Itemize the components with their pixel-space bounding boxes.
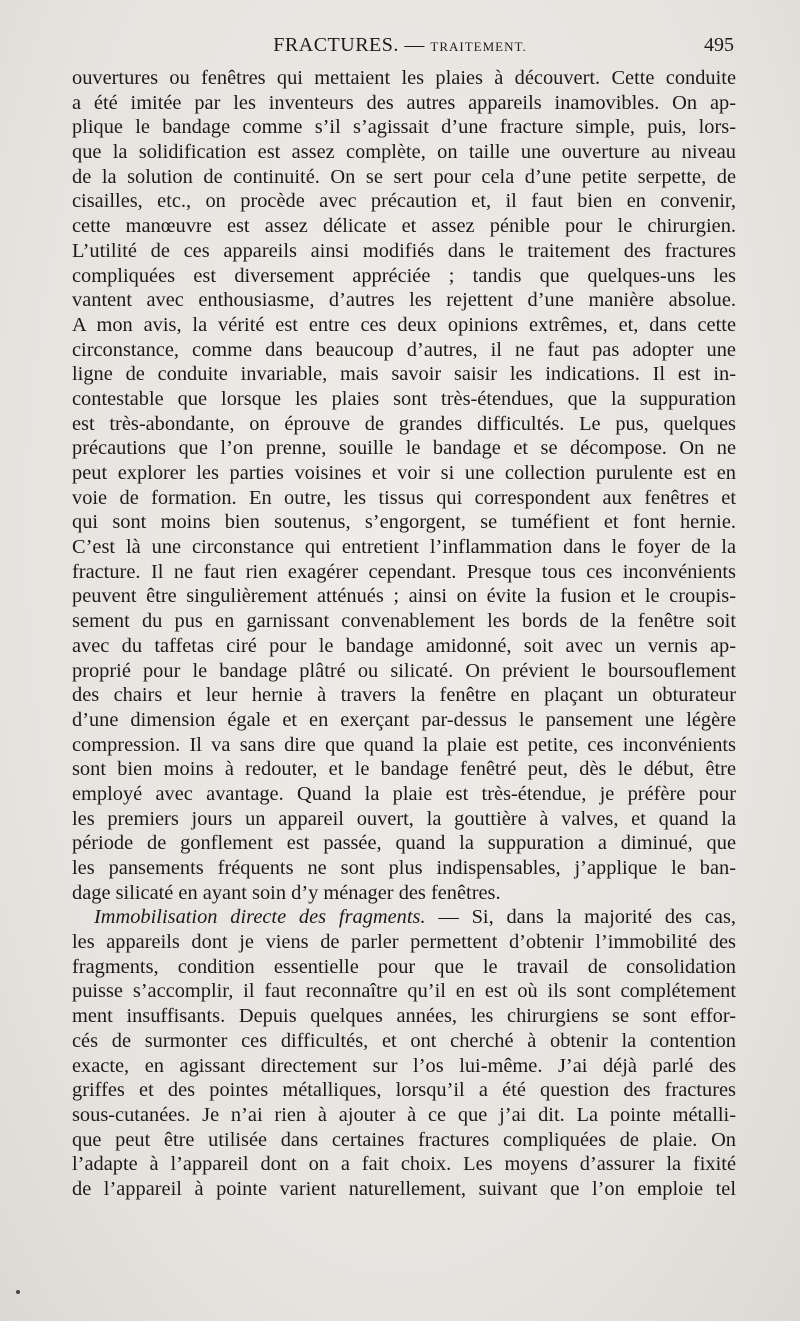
title-dash: — <box>404 34 425 56</box>
text-line: C’est là une circonstance qui entretient l’inflammation dans le foyer de la <box>72 536 736 559</box>
text-line: ment insuffisants. Depuis quelques années, les chirurgiens se sont effor- <box>72 1005 736 1028</box>
paragraph-end-line: dage silicaté en ayant soin d’y ménager des fenêtres. <box>72 881 501 904</box>
text-line: cette manœuvre est assez délicate et assez pénible pour le chirurgien. <box>72 215 736 238</box>
text-line: cisailles, etc., on procède avec précaution et, il faut bien en convenir, <box>72 190 736 213</box>
text-line: griffes et des pointes métalliques, lorsqu’il a été question des fractures <box>72 1079 736 1102</box>
text-line: des chairs et leur hernie à travers la fenêtre en plaçant un obturateur <box>72 684 736 707</box>
text-line: plique le bandage comme s’il s’agissait d’une fracture simple, puis, lors- <box>72 116 736 139</box>
text-line: compliquées est diversement appréciée ; tandis que quelques-uns les <box>72 264 736 287</box>
text-line: ouvertures ou fenêtres qui mettaient les plaies à découvert. Cette conduite <box>72 67 736 89</box>
section-heading-line <box>72 905 736 930</box>
text-line: proprié pour le bandage plâtré ou silicaté. On prévient le boursouflement <box>72 659 736 682</box>
text-line: ligne de conduite invariable, mais savoir saisir les indications. Il est in- <box>72 363 736 386</box>
text-line: les pansements fréquents ne sont plus indispensables, j’applique le ban- <box>72 857 736 879</box>
text-line: contestable que lorsque les plaies sont très-étendues, que la suppuration <box>72 387 736 410</box>
text-line: voie de formation. En outre, les tissus qui correspondent aux fenêtres et <box>72 486 736 509</box>
text-line: L’utilité de ces appareils ainsi modifiés dans le traitement des fractures <box>72 239 736 262</box>
section-heading: Immobilisation directe des fragments. <box>94 906 426 929</box>
body-text <box>72 66 736 1202</box>
text-line: circonstance, comme dans beaucoup d’autres, il ne faut pas adopter une <box>72 338 736 361</box>
text-line: de la solution de continuité. On se sert pour cela d’une petite serpette, de <box>72 165 736 188</box>
text-line: qui sont moins bien soutenus, s’engorgent, se tuméfient et font hernie. <box>72 511 736 534</box>
text-line: sement du pus en garnissant convenablement les bords de la fenêtre soit <box>72 610 736 633</box>
text-line: les premiers jours un appareil ouvert, la gouttière à valves, et quand la <box>72 807 736 830</box>
text-line: les appareils dont je viens de parler permettent d’obtenir l’immobilité des <box>72 931 736 954</box>
text-line: compression. Il va sans dire que quand la plaie est petite, ces inconvénients <box>72 733 736 756</box>
text-line: fragments, condition essentielle pour que le travail de consolidation <box>72 955 736 978</box>
paper-speck <box>16 1290 20 1294</box>
text-line: a été imitée par les inventeurs des autres appareils inamovibles. On ap- <box>72 91 736 114</box>
text-line: cés de surmonter ces difficultés, et ont cherché à obtenir la contention <box>72 1029 736 1052</box>
text-line: sont bien moins à redouter, et le bandage fenêtré peut, dès le début, être <box>72 758 736 781</box>
text-line: peut explorer les parties voisines et voir si une collection purulente est en <box>72 462 736 484</box>
text-line: que la solidification est assez complète, on taille une ouverture au niveau <box>72 141 736 164</box>
text-line: peuvent être singulièrement atténués ; ainsi on évite la fusion et le croupis- <box>72 585 736 608</box>
text-line: A mon avis, la vérité est entre ces deux opinions extrêmes, et, dans cette <box>72 313 736 336</box>
text-line: sous-cutanées. Je n’ai rien à ajouter à ce que j’ai dit. La pointe métalli- <box>72 1103 736 1126</box>
text-line: précautions que l’on prenne, souille le bandage et se décompose. On ne <box>72 437 736 460</box>
text-line: puisse s’accomplir, il faut reconnaître qu’il en est où ils sont complétement <box>72 980 736 1003</box>
text-line: période de gonflement est passée, quand la suppuration a diminué, que <box>72 832 736 855</box>
text-line: employé avec avantage. Quand la plaie est très-étendue, je préfère pour <box>72 782 736 805</box>
text-line: avec du taffetas ciré pour le bandage amidonné, soit avec un vernis ap- <box>72 634 736 657</box>
section-subtitle: TRAITEMENT. <box>430 39 527 54</box>
section-heading-continuation: — Si, dans la majorité des cas, <box>425 906 736 929</box>
text-line: exacte, en agissant directement sur l’os lui-même. J’ai déjà parlé des <box>72 1054 736 1077</box>
text-line: d’une dimension égale et en exerçant par-dessus le pansement une légère <box>72 708 736 731</box>
text-line: fracture. Il ne faut rien exagérer cependant. Presque tous ces inconvénients <box>72 560 736 583</box>
text-line: est très-abondante, on éprouve de grandes difficultés. Le pus, quelques <box>72 412 736 435</box>
text-line: que peut être utilisée dans certaines fractures compliquées de plaie. On <box>72 1128 736 1151</box>
text-line: l’adapte à l’appareil dont on a fait choix. Les moyens d’assurer la fixité <box>72 1153 736 1176</box>
chapter-title: FRACTURES. <box>273 34 399 56</box>
text-line: de l’appareil à pointe varient naturellement, suivant que l’on emploie tel <box>72 1177 736 1200</box>
running-title <box>0 34 800 57</box>
page-number: 495 <box>704 34 734 56</box>
text-line: vantent avec enthousiasme, d’autres les rejettent d’une manière absolue. <box>72 289 736 312</box>
running-header <box>0 34 800 60</box>
